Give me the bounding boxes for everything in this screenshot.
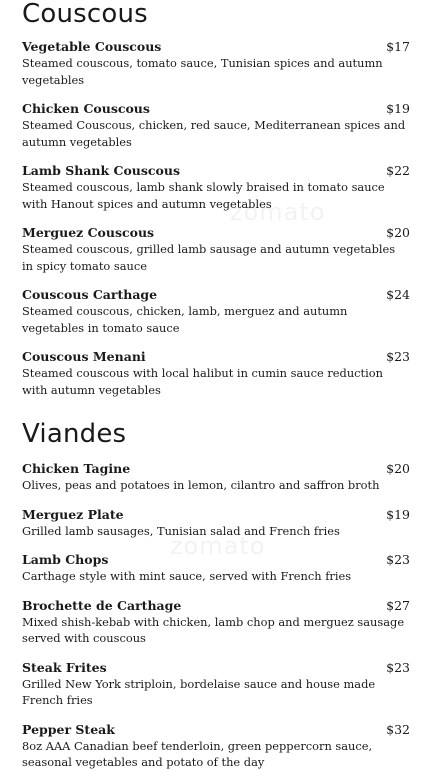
item-name: Merguez Couscous bbox=[22, 225, 155, 240]
item-name: Couscous Carthage bbox=[22, 287, 158, 302]
zomato-watermark: zomato bbox=[230, 198, 326, 226]
menu-item bbox=[22, 348, 416, 398]
item-price: $23 bbox=[386, 659, 410, 675]
item-description: Steamed couscous, grilled lamb sausage and autumn vegetables in spicy tomato sauce bbox=[22, 242, 396, 273]
menu-item bbox=[22, 659, 416, 709]
item-description: Grilled New York striploin, bordelaise sauce and house made French fries bbox=[22, 676, 376, 707]
item-name: Lamb Shank Couscous bbox=[22, 163, 181, 178]
section-title-couscous: Couscous bbox=[22, 0, 148, 29]
item-name: Merguez Plate bbox=[22, 506, 124, 522]
item-price: $19 bbox=[386, 101, 410, 116]
item-name: Brochette de Carthage bbox=[22, 597, 182, 613]
menu-item bbox=[22, 597, 416, 647]
item-price: $23 bbox=[386, 552, 410, 567]
menu-item bbox=[22, 506, 416, 540]
item-name: Lamb Chops bbox=[22, 552, 109, 567]
item-price: $20 bbox=[386, 225, 410, 240]
item-name: Steak Frites bbox=[22, 659, 107, 675]
item-price: $23 bbox=[386, 349, 410, 364]
item-name: Couscous Menani bbox=[22, 349, 146, 364]
menu-item bbox=[22, 162, 416, 212]
menu-item bbox=[22, 224, 416, 274]
item-name: Chicken Couscous bbox=[22, 101, 150, 116]
item-description: Steamed Couscous, chicken, red sauce, Mediterranean spices and autumn vegetables bbox=[22, 118, 406, 149]
item-description: Steamed couscous, chicken, lamb, merguez and autumn vegetables in tomato sauce bbox=[22, 304, 348, 335]
item-description: Mixed shish-kebab with chicken, lamb chop and merguez sausage served with couscous bbox=[22, 614, 405, 645]
zomato-watermark: zomato bbox=[170, 532, 266, 560]
menu-item bbox=[22, 460, 416, 494]
item-description: Steamed couscous with local halibut in cumin sauce reduction with autumn vegetables bbox=[22, 366, 383, 397]
item-description: 8oz AAA Canadian beef tenderloin, green peppercorn sauce, seasonal vegetables and potato of the day bbox=[22, 738, 373, 769]
menu-item bbox=[22, 38, 416, 88]
menu-item bbox=[22, 286, 416, 336]
item-name: Vegetable Couscous bbox=[22, 39, 162, 54]
section-title-viandes: Viandes bbox=[22, 419, 127, 449]
item-price: $32 bbox=[386, 721, 410, 737]
menu-item bbox=[22, 721, 416, 771]
item-description: Grilled lamb sausages, Tunisian salad and French fries bbox=[22, 523, 340, 538]
item-price: $20 bbox=[386, 461, 410, 476]
item-description: Steamed couscous, lamb shank slowly braised in tomato sauce with Hanout spices and autumn vegetables bbox=[22, 180, 385, 211]
item-name: Chicken Tagine bbox=[22, 461, 131, 476]
item-price: $27 bbox=[386, 597, 410, 613]
item-description: Carthage style with mint sauce, served with French fries bbox=[22, 569, 352, 583]
item-description: Olives, peas and potatoes in lemon, cilantro and saffron broth bbox=[22, 478, 380, 492]
item-price: $22 bbox=[386, 163, 410, 178]
item-price: $19 bbox=[386, 506, 410, 522]
item-description: Steamed couscous, tomato sauce, Tunisian spices and autumn vegetables bbox=[22, 56, 383, 87]
menu-item bbox=[22, 551, 416, 585]
menu-item bbox=[22, 100, 416, 150]
item-price: $24 bbox=[386, 287, 410, 302]
item-price: $17 bbox=[386, 39, 410, 54]
item-name: Pepper Steak bbox=[22, 721, 115, 737]
